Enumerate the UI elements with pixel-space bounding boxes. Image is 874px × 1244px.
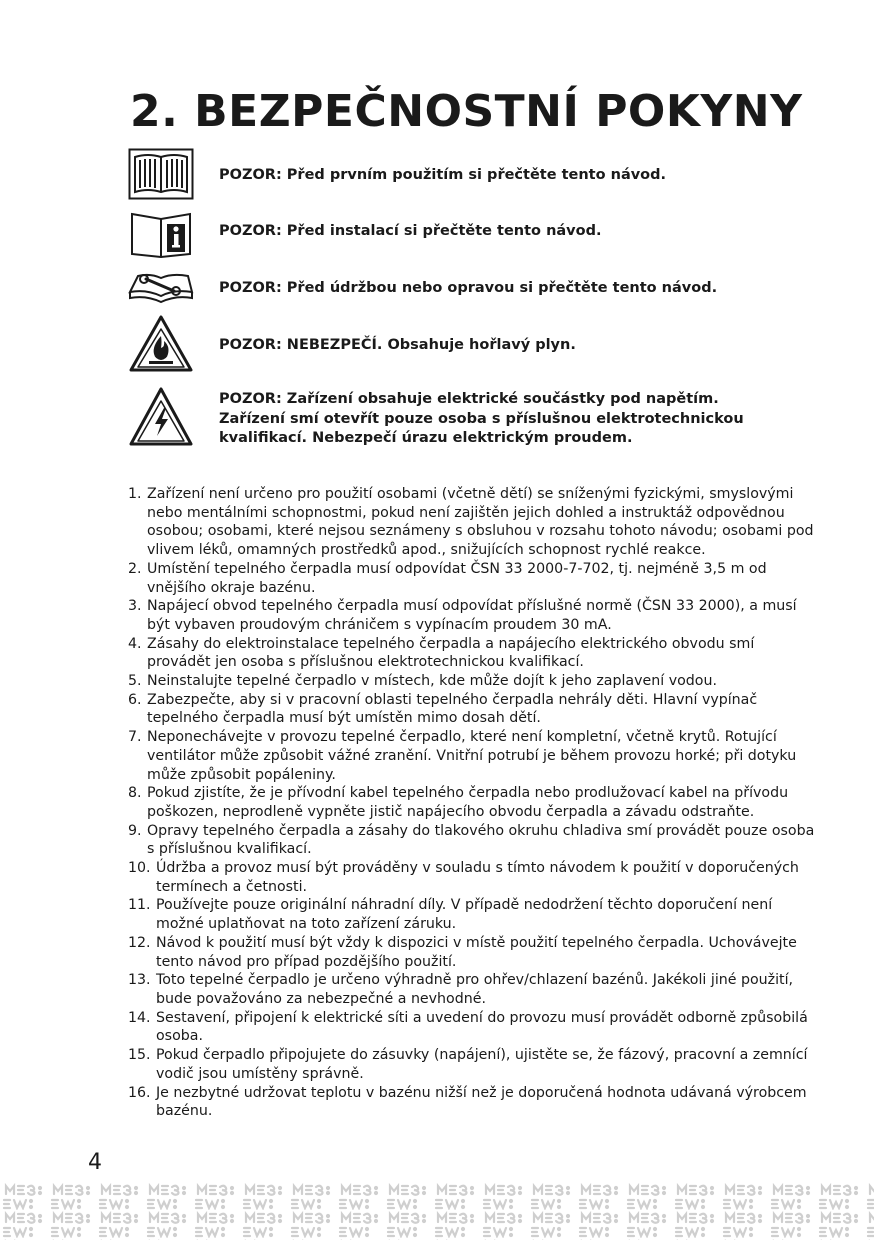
list-item-text: Opravy tepelného čerpadla a zásahy do tlakového okruhu chladiva smí provádět pouze osoba s příslušnou kvalifikací. [147,822,815,858]
list-item [128,728,818,784]
list-item-number: 3. [128,598,142,615]
list-item-number: 8. [128,785,142,802]
list-item-text: Napájecí obvod tepelného čerpadla musí odpovídat příslušné normě (ČSN 33 2000), a musí být vybaven proudovým chráničem s vypínacím proudem 30 mA. [147,598,797,633]
list-item-text: Neinstalujte tepelné čerpadlo v místech, kde může dojít k jeho zaplavení vodou. [147,673,717,690]
list-item-number: 4. [128,635,142,652]
warning-text-flammable: POZOR: NEBEZPEČÍ. Obsahuje hořlavý plyn. [219,337,576,353]
list-item-number: 11. [128,897,151,914]
list-item [128,1046,818,1083]
list-item-text: Pokud čerpadlo připojujete do zásuvky (napájení), ujistěte se, že fázový, pracovní a zemnící vodič jsou umístěny správně. [156,1047,808,1082]
safety-rules-list [128,485,818,1121]
list-item-number: 6. [128,691,142,708]
info-manual-icon [128,210,194,258]
list-item [128,896,818,933]
list-item-text: Zásahy do elektroinstalace tepelného čerpadla a napájecího elektrického obvodu smí provádět jen osoba s příslušnou elektrotechnickou kvalifikací. [147,635,755,671]
list-item [128,597,818,634]
list-item-number: 10. [128,860,151,877]
list-item-text: Pokud zjistíte, že je přívodní kabel tepelného čerpadla nebo prodlužovací kabel na přívodu poškozen, neprodleně vypněte jistič napájecího obvodu čerpadla a závadu odstraňte. [147,785,789,820]
list-item [128,859,818,896]
flammable-warning-icon [128,314,194,374]
list-item [128,560,818,597]
list-item-text: Je nezbytné udržovat teplotu v bazénu nižší než je doporučená hodnota udávaná výrobcem bazénu. [156,1084,807,1120]
page-number: 4 [88,1150,102,1175]
list-item-text: Údržba a provoz musí být prováděny v souladu s tímto návodem k použití v doporučených termínech a četnosti. [156,860,799,895]
list-item-number: 9. [128,822,142,839]
list-item-text: Sestavení, připojení k elektrické síti a uvedení do provozu musí provádět odborně způsobilá osoba. [156,1009,808,1045]
list-item-number: 16. [128,1084,151,1101]
list-item-text: Zařízení není určeno pro použití osobami (včetně dětí) se sníženými fyzickými, smyslovými nebo mentálními schopnostmi, pokud není zajištěn jejich dohled a instruktáž odpovědnou osobou; osobami, které nejsou seznámeny s obsluhou v rozsahu tohoto návodu; osobami pod vlivem léků, omamných prostředků apod., snižujících schopnost rychlé reakce. [147,486,814,559]
footer-logo-pattern [0,1182,874,1240]
list-item [128,691,818,728]
list-item-text: Umístění tepelného čerpadla musí odpovídat ČSN 33 2000-7-702, tj. nejméně 3,5 m od vnějšího okraje bazénu. [147,560,767,596]
list-item-text: Používejte pouze originální náhradní díly. V případě nedodržení těchto doporučení není možné uplatňovat na toto zařízení záruku. [156,897,773,933]
warning-text-electric: POZOR: Zařízení obsahuje elektrické součástky pod napětím. Zařízení smí otevřít pouze osoba s příslušnou elektrotechnickou kvalifikací. Nebezpečí úrazu elektrickým proudem. [219,391,744,446]
list-item-number: 15. [128,1047,151,1064]
list-item [128,1009,818,1046]
list-item [128,1084,818,1121]
list-item-text: Návod k použití musí být vždy k dispozici v místě použití tepelného čerpadla. Uchovávejte tento návod pro případ pozdějšího použití. [156,934,797,970]
list-item-text: Zabezpečte, aby si v pracovní oblasti tepelného čerpadla nehrály děti. Hlavní vypínač tepelného čerpadla musí být umístěn mimo dosah dětí. [147,691,758,727]
list-item-number: 7. [128,729,142,746]
list-item-text: Neponechávejte v provozu tepelné čerpadlo, které není kompletní, včetně krytů. Rotující ventilátor může způsobit vážné zranění. Vnitřní potrubí je během provozu horké; při dotyku může způsobit popáleniny. [147,729,797,783]
list-item [128,485,818,560]
list-item [128,934,818,971]
list-item-number: 5. [128,673,142,690]
list-item-text: Toto tepelné čerpadlo je určeno výhradně pro ohřev/chlazení bazénů. Jakékoli jiné použití, bude považováno za nebezpečné a nevhodné. [156,972,794,1007]
list-item-number: 14. [128,1009,151,1026]
warning-text-read-manual: POZOR: Před prvním použitím si přečtěte tento návod. [219,167,667,183]
page-title: 2. BEZPEČNOSTNÍ POKYNY [130,86,803,137]
list-item [128,672,818,691]
electric-hazard-icon [128,386,194,448]
list-item [128,784,818,821]
wrench-manual-icon [128,270,194,308]
warning-text-maintenance: POZOR: Před údržbou nebo opravou si přečtěte tento návod. [219,280,718,296]
list-item-number: 12. [128,934,151,951]
warning-text-installation: POZOR: Před instalací si přečtěte tento návod. [219,223,602,239]
list-item [128,971,818,1008]
book-icon [128,148,194,200]
list-item-number: 1. [128,486,142,502]
list-item [128,635,818,672]
list-item-number: 13. [128,972,151,989]
list-item [128,822,818,859]
list-item-number: 2. [128,560,142,577]
